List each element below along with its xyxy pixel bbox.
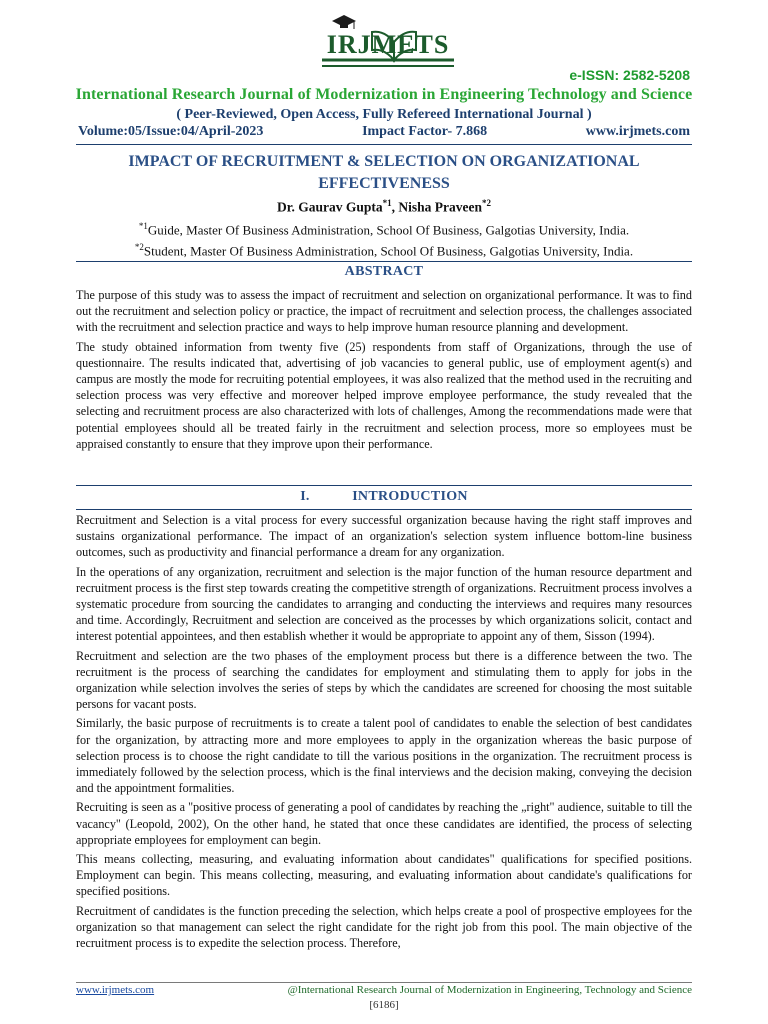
page-number: [6186] [369,999,399,1011]
introduction-heading [0,489,768,505]
intro-paragraph: Recruitment and selection are the two phases of the employment process but there is a difference between the two. The recruitment is the process of searching the candidates for employment and stimulating them to apply for jobs in the organization while selection involves the series of steps by which the candidates are screened for choosing the most suitable persons for vacant posts. [76,648,692,712]
author-2: Nisha Praveen [398,199,482,215]
author-line [0,198,768,216]
impact-factor: Impact Factor- 7.868 [362,124,488,139]
footer-divider [76,982,692,983]
intro-bottom-rule [76,509,692,510]
intro-paragraph: Recruiting is seen as a "positive process of generating a pool of candidates by reaching the „right" audience, suitable to till the vacancy" (Leopold, 2002), On the other hand, he stated that once these candidates are identified, the process of selecting appropriate employees for employment can begin. [76,800,692,847]
issue-meta-row [78,124,690,140]
affiliation-1-marker: *1 [138,221,148,231]
author-2-marker: *2 [482,198,491,208]
paper-title-line-2: EFFECTIVENESS [318,175,450,192]
journal-website[interactable]: www.irjmets.com [585,124,690,139]
section-number: I. [300,489,310,504]
peer-review-note: ( Peer-Reviewed, Open Access, Fully Refereed International Journal ) [176,107,592,122]
journal-title: International Research Journal of Modernization in Engineering Technology and Science [75,86,693,103]
volume-issue: Volume:05/Issue:04/April-2023 [78,124,264,139]
affiliation-1 [0,221,768,238]
abstract-body [76,287,692,455]
intro-top-rule [76,485,692,486]
author-separator: , [391,199,399,215]
intro-paragraph: Recruitment of candidates is the function preceding the selection, which helps create a pool of prospective employees for the organization so that management can select the right candidate for the right job from this pool. The main objective of the recruitment process is to expedite the selection process. Therefore, [76,903,692,951]
logo-text: IRJMETS [326,30,450,59]
intro-paragraph: This means collecting, measuring, and evaluating information about candidates" qualifications for specified positions. Employment can begin. This means collecting, measuring, and evaluating information about candidate's qualifications for specified positions. [76,852,692,899]
paper-title [100,151,668,195]
intro-paragraph: In the operations of any organization, recruitment and selection is the major function of the human resource department and recruitment process is the first step towards creating the competitive strength of organizations. Recruitment process involves a systematic procedure from sourcing the candidates to arranging and conducting the interviews and requires many resources and time. Accordingly, Recruitment and selection are conceived as the processes by which organizations solicit, contact and interest potential appointees, and then establish whether it would be appropriate to appoint any of them, Sisson (1994). [76,564,692,644]
abstract-paragraph: The study obtained information from twenty five (25) respondents from staff of Organizations, through the use of questionnaire. The results indicated that, advertising of job vacancies to general public, use of employment agent(s) and campus are mostly the mode for recruiting potential employees, it was also realized that the method used in the recruiting and selection process was very effective and moreover helped improve employee performance, the study revealed that the selecting and recruitment process are also characterized with lots of challenges, Among the recommendations made were that potential employees should all be treated fairly in the recruitment and selection process, more so employees must be appraised constantly to ensure that they improve upon their performance. [76,339,692,451]
author-1-marker: *1 [382,198,392,208]
affiliation-2 [0,242,768,259]
affiliation-1-text: Guide, Master Of Business Administration, School Of Business, Galgotias University, India. [147,222,630,238]
paper-title-line-1: IMPACT OF RECRUITMENT & SELECTION ON ORGANIZATIONAL [128,153,640,170]
abstract-top-rule [76,261,692,262]
section-title: INTRODUCTION [352,489,468,504]
header-divider [76,144,692,145]
footer-website-link[interactable]: www.irjmets.com [76,984,155,996]
eissn-label: e-ISSN: 2582-5208 [569,67,690,83]
abstract-paragraph: The purpose of this study was to assess the impact of recruitment and selection on organizational performance. It was to find out the recruitment and selection policy or practice, the impact of recruitment and selection process, the challenges associated with the recruitment and selection practice and ways to help improve human resource planning and development. [76,288,692,335]
irjmets-logo [318,12,458,80]
affiliation-2-marker: *2 [134,242,144,252]
footer-copyright: @International Research Journal of Modernization in Engineering, Technology and Science [287,984,692,996]
author-1: Dr. Gaurav Gupta [276,199,383,215]
affiliation-2-text: Student, Master Of Business Administration, School Of Business, Galgotias University, India. [143,243,634,259]
page-footer [76,984,692,996]
abstract-heading: ABSTRACT [344,264,424,279]
intro-paragraph: Similarly, the basic purpose of recruitments is to create a talent pool of candidates to enable the selection of best candidates for the organization, by attracting more and more employees to apply in the organization whereas the basic purpose of selection process is to choose the right candidate to till the various positions in the organization. The recruitment process is immediately followed by the selection process, which is the final interviews and the decision making, conveying the decision and the appointment formalities. [76,716,692,796]
introduction-body [76,512,692,954]
intro-paragraph: Recruitment and Selection is a vital process for every successful organization because having the right staff improves and sustains organizational performance. The impact of an organization's selection system influence bottom-line business outcomes, such as productivity and financial performance a dream for any organization. [76,513,692,560]
